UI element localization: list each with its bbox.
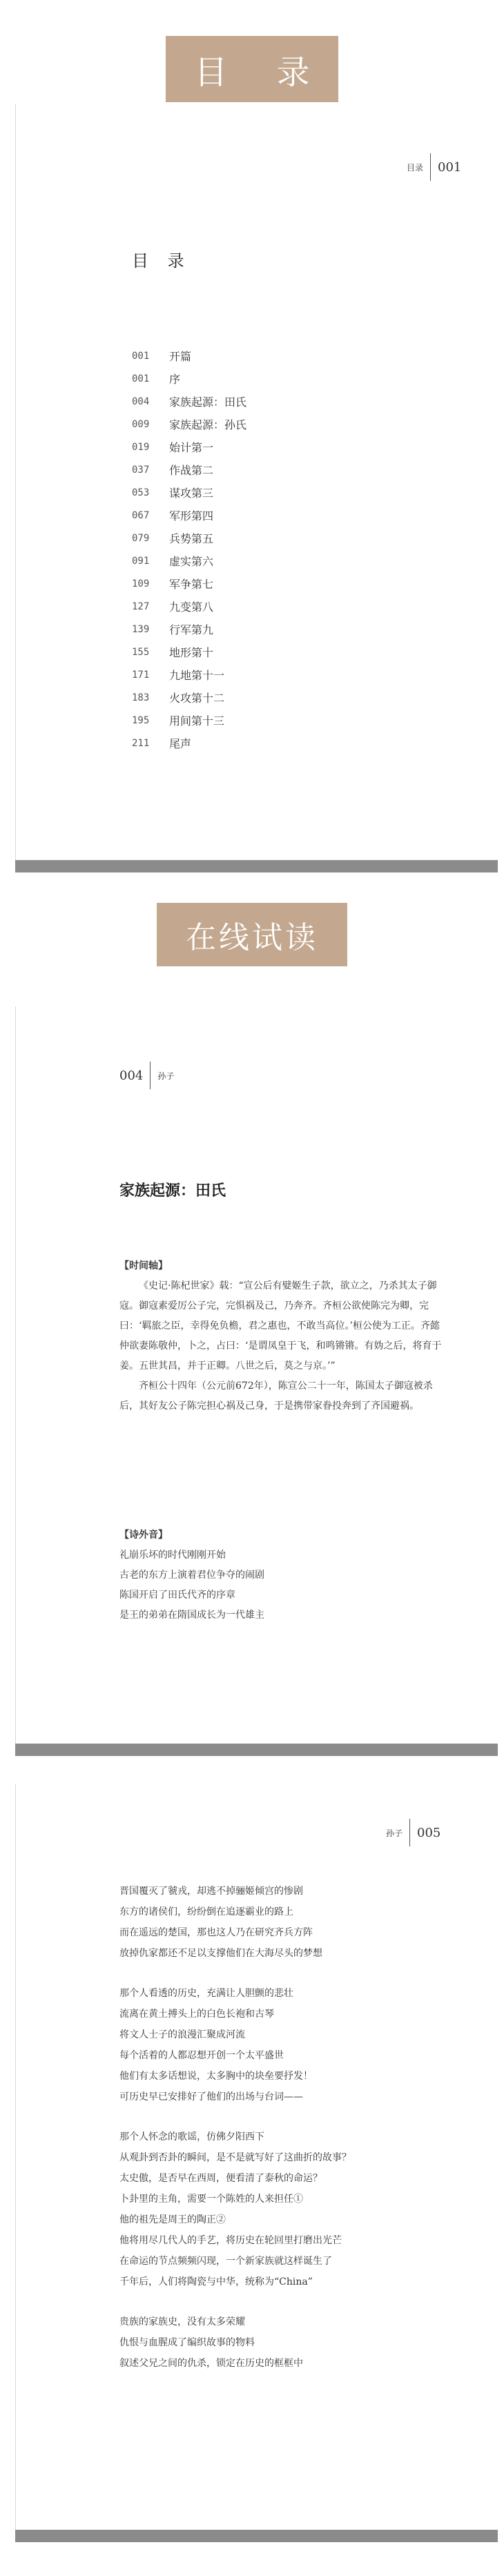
toc-item[interactable] — [132, 368, 246, 391]
toc-entry-title: 军形第四 — [169, 509, 214, 523]
toc-entry-title: 九地第十一 — [169, 669, 225, 682]
stanza-gap — [119, 2107, 451, 2127]
toc-page-number: 019 — [132, 442, 150, 453]
toc-item[interactable] — [132, 596, 246, 618]
toc-page-number: 009 — [132, 419, 150, 430]
toc-entry-title: 军争第七 — [169, 578, 214, 591]
poem-line: 在命运的节点频频闪现，一个新家族就这样诞生了 — [119, 2256, 332, 2267]
preview-banner — [157, 903, 347, 966]
poem-line: 太史傲，是否早在西周，便看清了泰秋的命运？ — [119, 2173, 322, 2184]
toc-banner — [166, 36, 338, 102]
header-divider — [409, 1819, 410, 1846]
poem-block — [119, 1525, 444, 1626]
toc-item[interactable] — [132, 345, 246, 368]
toc-entry-title: 地形第十 — [169, 646, 214, 659]
poem-line: 叙述父兄之间的仇杀，锁定在历史的框框中 — [119, 2358, 303, 2369]
toc-entry-title: 开篇 — [169, 350, 192, 363]
toc-entry-title: 火攻第十二 — [169, 692, 225, 705]
toc-page-number: 211 — [132, 738, 150, 749]
page-header — [119, 1062, 174, 1089]
toc-entry-title: 谋攻第三 — [169, 487, 214, 500]
poem-line: 每个活着的人都忍想开创一个太平盛世 — [119, 2050, 284, 2061]
page-number: 005 — [417, 1825, 441, 1840]
header-tag: 孙子 — [386, 1828, 403, 1838]
poem-line: 是王的弟弟在隋国成长为一代雄主 — [119, 1610, 264, 1621]
toc-entry-title: 兵势第五 — [169, 532, 214, 545]
poem-line: 东方的诸侯们，纷纷倒在追逐霸业的路上 — [119, 1906, 293, 1918]
preview-page-005 — [15, 1784, 491, 2530]
toc-item[interactable] — [132, 391, 246, 413]
toc-page — [15, 104, 491, 860]
poem-line: 仇恨与血腥成了编织故事的物料 — [119, 2337, 255, 2348]
toc-page-number: 139 — [132, 624, 150, 635]
toc-entry-title: 虚实第六 — [169, 555, 214, 568]
toc-entry-title: 始计第一 — [169, 441, 214, 454]
preview-page-004 — [15, 1006, 491, 1744]
toc-item[interactable] — [132, 459, 246, 482]
timeline-paragraph: 《史记·陈杞世家》载：“宣公后有嬖姬生子款，欲立之，乃杀其太子御寇。御寇素爱厉公子完，完惧祸及己，乃奔齐。齐桓公欲使陈完为卿，完曰：‘羁旅之臣，幸得免负檐，君之惠也，不敢当高位。’桓公使为工正。齐懿仲欲妻陈敬仲，卜之，占曰：‘是谓凤皇于飞，和鸣锵锵。有妫之后，将育于姜。五世其昌，并于正卿。八世之后，莫之与京。’” — [119, 1280, 442, 1372]
poem-line: 他将用尽几代人的手艺，将历史在轮回里打磨出光芒 — [119, 2235, 342, 2246]
poem-label: 【诗外音】 — [119, 1530, 168, 1541]
toc-page-number: 171 — [132, 670, 150, 681]
toc-page-number: 037 — [132, 465, 150, 476]
poem-line: 晋国覆灭了虢戎，却逃不掉骊姬倾宫的惨剧 — [119, 1886, 303, 1897]
poem-line: 流离在黄土搏头上的白色长袍和古琴 — [119, 2009, 274, 2020]
toc-item[interactable] — [132, 482, 246, 505]
poem-line: 贵族的家族史，没有太多荣耀 — [119, 2316, 245, 2328]
toc-page-number: 109 — [132, 578, 150, 589]
poem-line: 而在遥远的楚国，那也这人乃在研究齐兵方阵 — [119, 1927, 313, 1938]
toc-item[interactable] — [132, 550, 246, 573]
poem-line: 那个人怀念的歌谣，仿佛夕阳西下 — [119, 2131, 264, 2143]
toc-item[interactable] — [132, 505, 246, 527]
poem-line: 古老的东方上演着君位争夺的闹剧 — [119, 1570, 264, 1581]
poem-text — [119, 1881, 451, 2374]
toc-item[interactable] — [132, 664, 246, 687]
toc-page-number: 001 — [132, 351, 150, 362]
timeline-block — [119, 1256, 444, 1416]
toc-entry-title: 行军第九 — [169, 623, 214, 636]
timeline-label: 【时间轴】 — [119, 1260, 168, 1271]
toc-item[interactable] — [132, 573, 246, 596]
toc-page-number: 053 — [132, 487, 150, 498]
toc-item[interactable] — [132, 710, 246, 732]
toc-item[interactable] — [132, 618, 246, 641]
toc-entry-title: 家族起源：孙氏 — [169, 418, 247, 431]
toc-page-number: 195 — [132, 715, 150, 726]
toc-item[interactable] — [132, 527, 246, 550]
preview-banner-text: 在线试读 — [186, 920, 318, 955]
toc-page-number: 091 — [132, 556, 150, 567]
poem-line: 陈国开启了田氏代齐的序章 — [119, 1590, 235, 1601]
toc-page-number: 001 — [132, 373, 150, 384]
poem-line: 可历史早已安排好了他们的出场与台词—— — [119, 2091, 303, 2102]
page-header — [407, 153, 461, 181]
stanza-gap — [119, 1964, 451, 1983]
header-divider — [430, 153, 431, 181]
poem-line: 那个人看透的历史，充满让人胆颤的悲壮 — [119, 1988, 293, 1999]
toc-entry-title: 九变第八 — [169, 601, 214, 614]
toc-page-number: 183 — [132, 692, 150, 703]
header-tag: 孙子 — [157, 1071, 175, 1081]
poem-line: 千年后，人们将陶瓷与中华，统称为“China” — [119, 2276, 313, 2287]
toc-item[interactable] — [132, 687, 246, 710]
toc-item[interactable] — [132, 436, 246, 459]
page-header — [386, 1819, 440, 1846]
toc-page-number: 155 — [132, 647, 150, 658]
poem-line: 他的祖先是周王的陶正② — [119, 2214, 226, 2225]
toc-entry-title: 序 — [169, 373, 181, 386]
toc-entry-title: 家族起源：田氏 — [169, 396, 247, 409]
toc-item[interactable] — [132, 641, 246, 664]
poem-line: 卜卦里的主角，需要一个陈姓的人来担任① — [119, 2194, 303, 2205]
toc-banner-text: 目 录 — [194, 52, 329, 92]
poem-line: 从观卦到否卦的瞬间，是不是就写好了这曲折的故事？ — [119, 2152, 351, 2163]
poem-line: 将文人士子的浪漫汇聚成河流 — [119, 2029, 245, 2040]
toc-page-number: 067 — [132, 510, 150, 521]
header-tag: 目录 — [407, 162, 424, 173]
toc-item[interactable] — [132, 413, 246, 436]
page-number: 004 — [119, 1068, 144, 1083]
poem-line: 礼崩乐坏的时代刚刚开始 — [119, 1550, 226, 1561]
timeline-paragraph: 齐桓公十四年（公元前672年），陈宣公二十一年，陈国太子御寇被杀后，其好友公子陈完担心祸及己身，于是携带家眷投奔到了齐国避祸。 — [119, 1380, 433, 1412]
header-divider — [150, 1062, 151, 1089]
toc-entry-title: 尾声 — [169, 737, 192, 750]
toc-entry-title: 作战第二 — [169, 464, 214, 477]
toc-entry-title: 用间第十三 — [169, 714, 225, 728]
poem-line: 放掉仇家都还不足以支撑他们在大海尽头的梦想 — [119, 1948, 322, 1959]
page-number: 001 — [438, 159, 462, 175]
toc-title: 目 录 — [132, 251, 191, 271]
toc-item[interactable] — [132, 732, 246, 755]
section-title: 家族起源：田氏 — [119, 1182, 226, 1200]
toc-list — [132, 345, 246, 755]
toc-page-number: 127 — [132, 601, 150, 612]
stanza-gap — [119, 2292, 451, 2312]
poem-line: 他们有太多话想说，太多胸中的块垒要抒发！ — [119, 2071, 313, 2082]
toc-page-number: 004 — [132, 396, 150, 407]
toc-page-number: 079 — [132, 533, 150, 544]
